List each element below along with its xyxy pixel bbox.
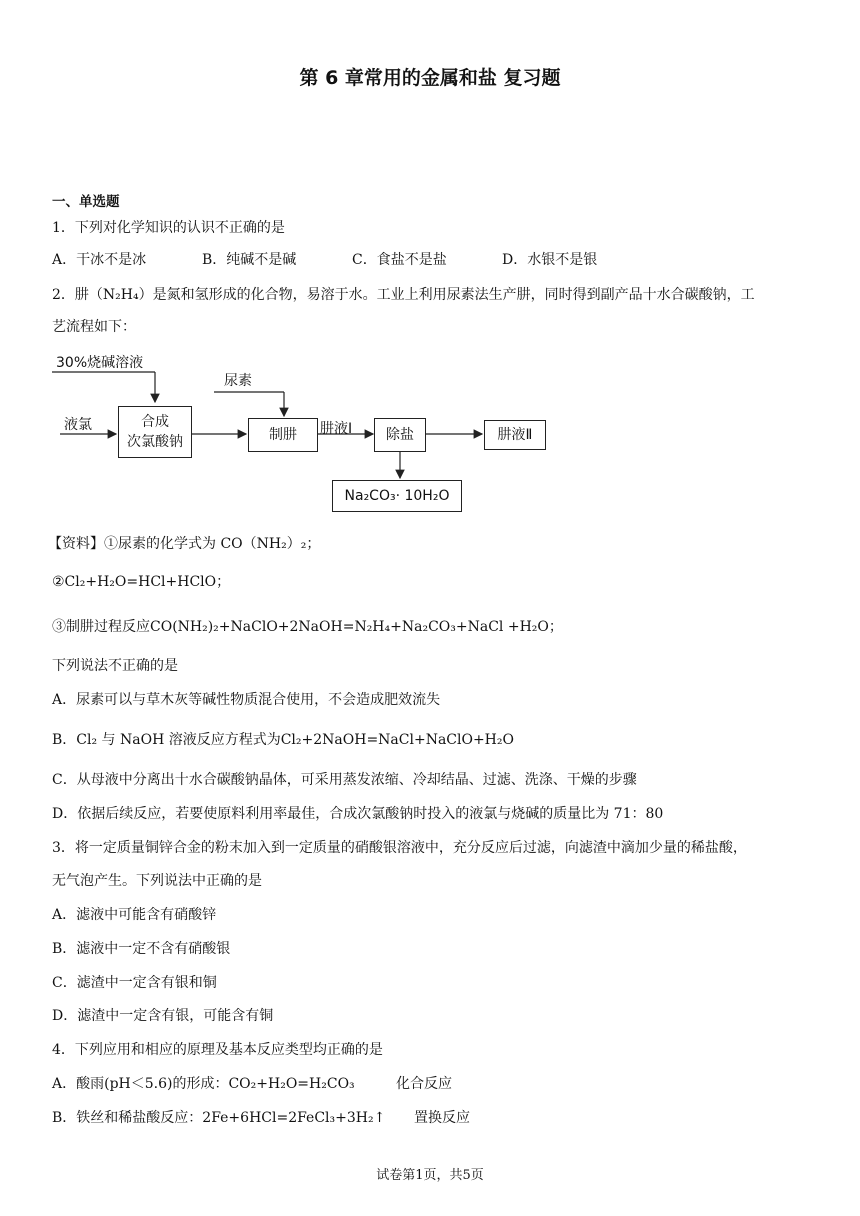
urea-label: 尿素	[224, 373, 252, 389]
hydrazine-liquor-1-label: 肼液Ⅰ	[320, 421, 353, 437]
page-footer: 试卷第1页，共5页	[376, 1168, 484, 1183]
section-heading: 一、单选题	[52, 194, 120, 210]
q4-option-a-type: 化合反应	[396, 1076, 452, 1092]
box-make-hydrazine: 制肼	[248, 418, 318, 452]
q1-option-b: B．纯碱不是碱	[202, 252, 297, 268]
q4-option-b: B．铁丝和稀盐酸反应：2Fe+6HCl=2FeCl₃+3H₂↑	[52, 1110, 386, 1126]
naoh-solution-label: 30%烧碱溶液	[56, 355, 144, 371]
box-product-crystal: Na₂CO₃· 10H₂O	[332, 480, 462, 512]
q1-option-d: D．水银不是银	[502, 252, 598, 268]
q2-option-b: B．Cl₂ 与 NaOH 溶液反应方程式为Cl₂+2NaOH=NaCl+NaClO+H₂O	[52, 732, 514, 748]
q4-stem: 4．下列应用和相应的原理及基本反应类型均正确的是	[52, 1042, 383, 1058]
q1-option-c: C．食盐不是盐	[352, 252, 447, 268]
q2-stem-line1: 2．肼（N₂H₄）是氮和氢形成的化合物，易溶于水。工业上利用尿素法生产肼，同时得到副产品十水合碳酸钠，工	[52, 287, 755, 303]
q2-option-c: C．从母液中分离出十水合碳酸钠晶体，可采用蒸发浓缩、冷却结晶、过滤、洗涤、干燥的步骤	[52, 772, 637, 788]
process-flow-diagram	[48, 346, 568, 518]
q3-stem-line2: 无气泡产生。下列说法中正确的是	[52, 873, 262, 889]
q3-option-b: B．滤液中一定不含有硝酸银	[52, 941, 231, 957]
q2-info-3: ③制肼过程反应CO(NH₂)₂+NaClO+2NaOH=N₂H₄+Na₂CO₃+NaCl +H₂O；	[52, 619, 563, 635]
box-synthesize-line2: 次氯酸钠	[127, 434, 183, 450]
box-synthesize-naclo	[118, 406, 192, 458]
q4-option-a: A．酸雨(pH＜5.6)的形成：CO₂+H₂O=H₂CO₃	[52, 1076, 355, 1092]
q2-option-a: A．尿素可以与草木灰等碱性物质混合使用，不会造成肥效流失	[52, 692, 441, 708]
q3-stem-line1: 3．将一定质量铜锌合金的粉末加入到一定质量的硝酸银溶液中，充分反应后过滤，向滤渣中滴加少量的稀盐酸，	[52, 840, 747, 856]
box-synthesize-line1: 合成	[141, 414, 169, 430]
q1-stem: 1．下列对化学知识的认识不正确的是	[52, 220, 285, 236]
q2-info-1: 【资料】①尿素的化学式为 CO（NH₂）₂；	[48, 536, 321, 552]
q2-option-d: D．依据后续反应，若要使原料利用率最佳，合成次氯酸钠时投入的液氯与烧碱的质量比为 71：80	[52, 806, 664, 822]
q2-info-2: ②Cl₂+H₂O=HCl+HClO；	[52, 574, 231, 590]
box-hydrazine-liquor-2: 肼液Ⅱ	[484, 420, 546, 450]
q4-option-b-type: 置换反应	[414, 1110, 470, 1126]
q3-option-c: C．滤渣中一定含有银和铜	[52, 975, 217, 991]
q2-prompt: 下列说法不正确的是	[52, 658, 178, 674]
q2-stem-line2: 艺流程如下：	[52, 319, 136, 335]
q3-option-a: A．滤液中可能含有硝酸锌	[52, 907, 217, 923]
box-remove-salt: 除盐	[374, 418, 426, 452]
liquid-chlorine-label: 液氯	[64, 417, 92, 433]
q3-option-d: D．滤渣中一定含有银，可能含有铜	[52, 1008, 274, 1024]
q1-option-a: A．干冰不是冰	[52, 252, 147, 268]
page-title: 第 6 章常用的金属和盐 复习题	[299, 67, 561, 89]
